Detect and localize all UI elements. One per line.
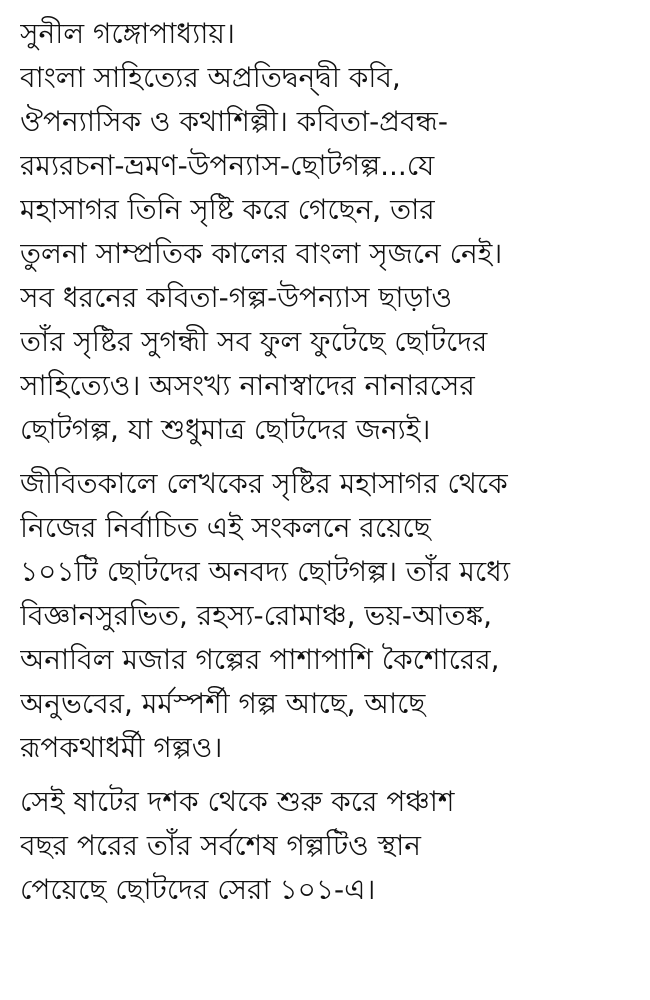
text-line: জীবিতকালে লেখকের সৃষ্টির মহাসাগর থেকে — [20, 467, 508, 500]
text-line: ঔপন্যাসিক ও কথাশিল্পী। কবিতা-প্রবন্ধ- — [20, 105, 448, 138]
text-line: অনুভবের, মর্মস্পর্শী গল্প আছে, আছে — [20, 687, 426, 720]
text-line: নিজের নির্বাচিত এই সংকলনে রয়েছে — [20, 511, 431, 544]
text-line: মহাসাগর তিনি সৃষ্টি করে গেছেন, তার — [20, 193, 435, 226]
paragraph-1 — [20, 12, 640, 452]
text-line: বছর পরের তাঁর সর্বশেষ গল্পটিও স্থান — [20, 829, 421, 862]
paragraph-3 — [20, 780, 640, 912]
text-line: অনাবিল মজার গল্পের পাশাপাশি কৈশোরের, — [20, 643, 500, 676]
text-line: তুলনা সাম্প্রতিক কালের বাংলা সৃজনে নেই। — [20, 237, 503, 270]
text-line: সাহিত্যেও। অসংখ্য নানাস্বাদের নানারসের — [20, 369, 475, 402]
text-line: রূপকথাধর্মী গল্পও। — [20, 731, 223, 764]
text-line: রম্যরচনা-ভ্রমণ-উপন্যাস-ছোটগল্প...যে — [20, 149, 435, 182]
blurb-text — [20, 12, 640, 912]
text-line: সেই ষাটের দশক থেকে শুরু করে পঞ্চাশ — [20, 785, 455, 818]
text-line: তাঁর সৃষ্টির সুগন্ধী সব ফুল ফুটেছে ছোটদের — [20, 325, 488, 358]
text-line: বিজ্ঞানসুরভিত, রহস্য-রোমাঞ্চ, ভয়-আতঙ্ক, — [20, 599, 493, 632]
text-line: পেয়েছে ছোটদের সেরা ১০১-এ। — [20, 873, 376, 906]
text-line: বাংলা সাহিত্যের অপ্রতিদ্বন্দ্বী কবি, — [20, 61, 401, 94]
text-line: ১০১টি ছোটদের অনবদ্য ছোটগল্প। তাঁর মধ্যে — [20, 555, 510, 588]
text-line: সুনীল গঙ্গোপাধ্যায়। — [20, 17, 235, 50]
text-line: ছোটগল্প, যা শুধুমাত্র ছোটদের জন্যই। — [20, 413, 431, 446]
text-line: সব ধরনের কবিতা-গল্প-উপন্যাস ছাড়াও — [20, 281, 453, 314]
paragraph-2 — [20, 462, 640, 770]
